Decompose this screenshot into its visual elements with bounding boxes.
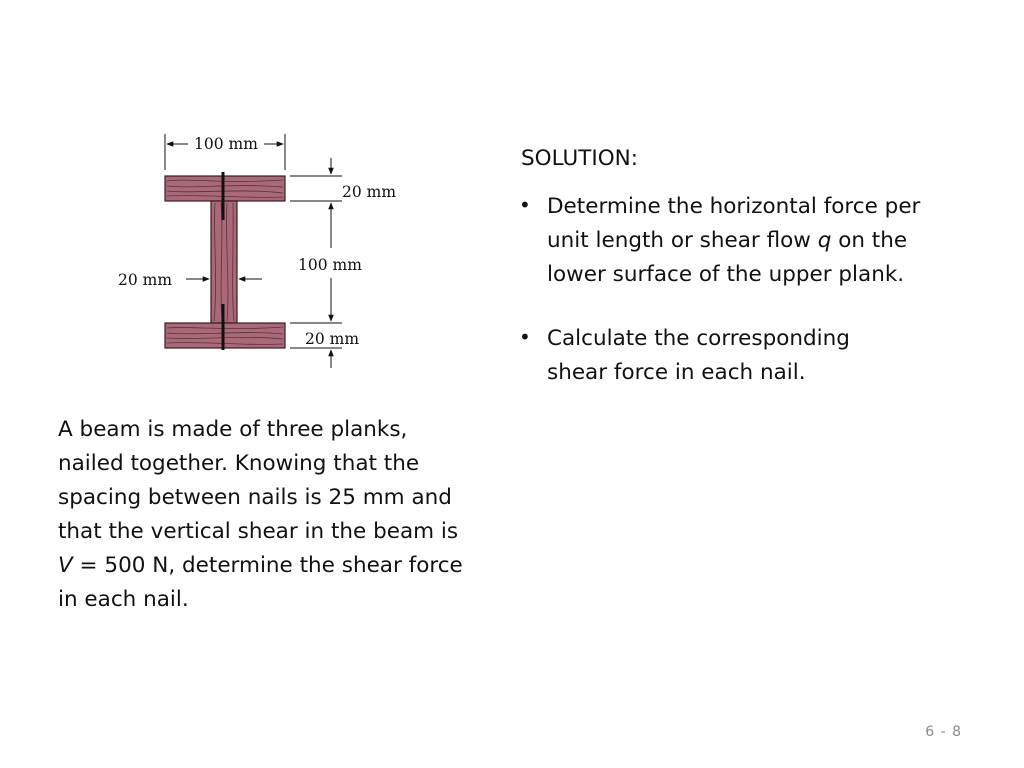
problem-line [58,549,498,583]
solution-step [519,322,959,390]
solution-steps [519,190,959,390]
problem-line: spacing between nails is 25 mm and [58,485,452,510]
web-thickness-dimension [118,271,262,289]
top-flange-plank [165,176,285,201]
step-line [547,224,959,258]
bullet-icon: • [519,325,531,349]
problem-line: in each nail. [58,587,189,612]
page-number: 6 - 8 [925,724,962,740]
dim-web-height-label: 100 mm [298,256,362,274]
dim-bottom-flange-label: 20 mm [305,330,360,348]
solution-step [519,190,959,292]
step-line: Calculate the corresponding [547,326,850,351]
problem-line: A beam is made of three planks, [58,417,408,442]
top-width-dimension [165,134,285,170]
bullet-icon: • [519,193,531,217]
step-line: shear force in each nail. [547,360,806,385]
shear-flow-variable: q [817,228,832,253]
bottom-flange-plank [165,323,285,348]
problem-line: nailed together. Knowing that the [58,451,420,476]
i-beam-figure [110,128,410,378]
dim-top-flange-label: 20 mm [342,183,397,201]
step-text: unit length or shear flow [547,228,818,253]
problem-statement [58,413,498,617]
step-line: lower surface of the upper plank. [547,262,905,287]
solution-heading: SOLUTION: [521,146,638,171]
problem-line-text: = 500 N, determine the shear force [72,553,463,578]
shear-variable: V [58,553,73,578]
step-line: Determine the horizontal force per [547,194,921,219]
dim-top-width-label: 100 mm [194,135,258,153]
dim-web-thickness-label: 20 mm [118,271,173,289]
step-text: on the [831,228,908,253]
problem-line: that the vertical shear in the beam is [58,519,459,544]
right-dimensions [290,158,396,368]
